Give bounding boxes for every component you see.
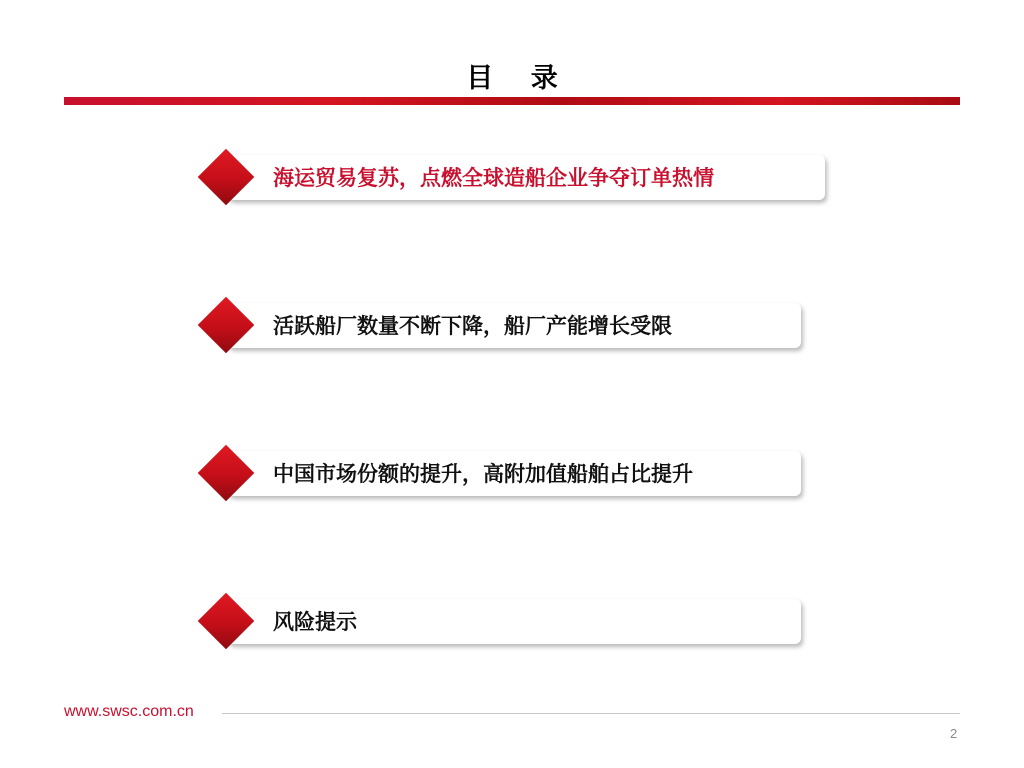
title-divider-bar	[64, 97, 960, 105]
toc-item-4[interactable]	[197, 594, 805, 654]
toc-item-2[interactable]	[197, 298, 805, 358]
toc-item-label: 风险提示	[273, 610, 357, 634]
toc-item-3[interactable]	[197, 446, 805, 506]
page-title: 目 录	[466, 63, 572, 94]
footer-website-url: www.swsc.com.cn	[64, 703, 194, 720]
toc-item-label: 活跃船厂数量不断下降，船厂产能增长受限	[273, 314, 672, 338]
page-number: 2	[950, 726, 958, 741]
toc-item-label: 中国市场份额的提升，高附加值船舶占比提升	[273, 462, 693, 486]
toc-item-1[interactable]	[197, 150, 829, 210]
footer-divider-line	[222, 713, 960, 714]
toc-item-label: 海运贸易复苏，点燃全球造船企业争夺订单热情	[273, 166, 714, 190]
